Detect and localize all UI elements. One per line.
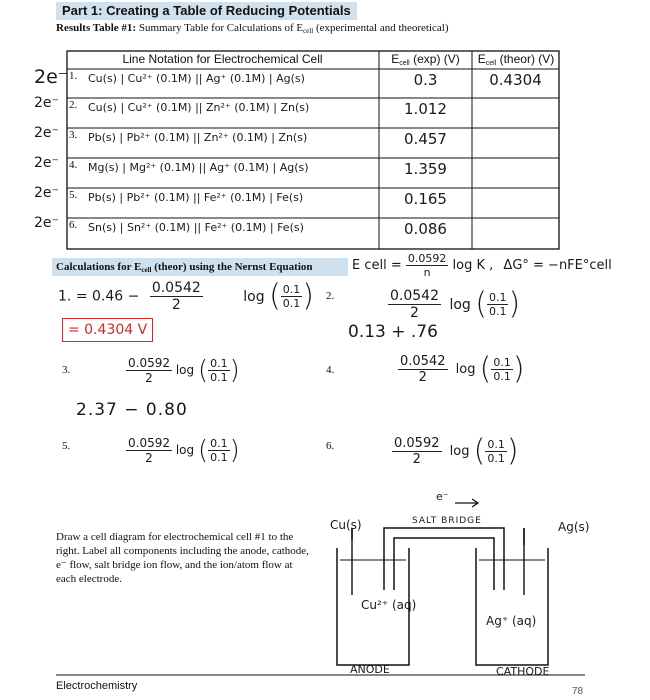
part-title <box>56 2 357 20</box>
calc-1-result: = 0.4304 V <box>62 318 153 342</box>
nernst-equation: E cell = $\frac{0.0592}{n}$ log K , ΔG° = −nFE°cell <box>352 252 612 279</box>
row-margin-note: 2e⁻ <box>34 66 68 88</box>
electron-arrow-head <box>472 499 478 507</box>
row-number: 3. <box>69 129 78 141</box>
diagram-instructions: Draw a cell diagram for electrochemical cell #1 to the right. Label all components including the anode, cathode, e⁻ flow, salt bridge ion flow, and the ion/atom flow at each electrode. <box>56 531 309 585</box>
row-margin-note: 2e⁻ <box>34 95 59 111</box>
row-exp-value: 0.457 <box>404 130 447 148</box>
calc-2-label: 2. <box>326 290 335 302</box>
col-header-notation: Line Notation for Electrochemical Cell <box>122 52 323 66</box>
calc-3-label: 3. <box>62 364 71 376</box>
row-notation: Cu(s) | Cu²⁺ (0.1M) || Zn²⁺ (0.1M) | Zn(s) <box>88 101 310 114</box>
row-exp-value: 1.012 <box>404 100 447 118</box>
calc-heading: Calculations for $E_{cell}$ (theor) using the Nernst Equation <box>52 258 348 276</box>
row-notation: Mg(s) | Mg²⁺ (0.1M) || Ag⁺ (0.1M) | Ag(s) <box>88 161 309 174</box>
anode-label: ANODE <box>350 663 390 676</box>
results-suffix: Summary Table for Calculations of E <box>138 22 304 34</box>
calc-3-extra: 2.37 − 0.80 <box>76 400 188 420</box>
row-exp-value: 1.359 <box>404 160 447 178</box>
row-margin-note: 2e⁻ <box>34 125 59 141</box>
right-solution-label: Ag⁺ (aq) <box>486 614 537 628</box>
row-margin-note: 2e⁻ <box>34 155 59 171</box>
cathode-label: CATHODE <box>496 665 550 678</box>
row-exp-value: 0.165 <box>404 190 447 208</box>
row-number: 6. <box>69 219 78 231</box>
page-number: 78 <box>572 686 584 697</box>
row-number: 1. <box>69 70 78 82</box>
right-beaker <box>476 548 548 665</box>
footer-chapter: Electrochemistry <box>56 680 138 692</box>
calc-4-label: 4. <box>326 364 335 376</box>
row-margin-note: 2e⁻ <box>34 185 59 201</box>
calc-3: $\frac{0.0592}{2}$ log ( $\frac{0.1}{0.1}$ ) <box>128 355 240 386</box>
row-number: 5. <box>69 189 78 201</box>
row-theor-value: 0.4304 <box>489 71 542 89</box>
col-header-exp: $E_{cell}$ (exp) (V) <box>391 52 460 67</box>
row-exp-value: 0.3 <box>413 71 438 89</box>
row-exp-value: 0.086 <box>404 220 447 238</box>
calc-6-label: 6. <box>326 440 335 452</box>
row-margin-note: 2e⁻ <box>34 215 59 231</box>
row-number: 2. <box>69 99 78 111</box>
right-electrode-label: Ag(s) <box>558 520 590 534</box>
salt-bridge-label: SALT BRIDGE <box>412 516 482 526</box>
left-solution-label: Cu²⁺ (aq) <box>361 598 417 612</box>
calc-6: $\frac{0.0592}{2}$ log ( $\frac{0.1}{0.1}$ ) <box>394 433 519 469</box>
results-tail: (experimental and theoretical) <box>315 22 449 34</box>
calc-4: $\frac{0.0542}{2}$ log ( $\frac{0.1}{0.1}$ ) <box>400 351 525 387</box>
left-electrode-label: Cu(s) <box>330 518 362 532</box>
row-number: 4. <box>69 159 78 171</box>
calc-2-extra: 0.13 + .76 <box>348 322 438 342</box>
row-notation: Cu(s) | Cu²⁺ (0.1M) || Ag⁺ (0.1M) | Ag(s) <box>88 72 305 85</box>
gibbs-equation: ΔG° = −nFE°cell <box>503 258 612 273</box>
col-header-theor: $E_{cell}$ (theor) (V) <box>477 52 555 67</box>
electron-label: e⁻ <box>436 490 449 503</box>
results-caption: Results Table #1: Summary Table for Calculations of $E_{cell}$ (experimental and theoretical) <box>56 22 449 35</box>
row-notation: Pb(s) | Pb²⁺ (0.1M) || Fe²⁺ (0.1M) | Fe(s) <box>88 191 304 204</box>
calc-1: 1. = 0.46 − $\frac{0.0542}{2}$ log ( $\frac{0.1}{0.1}$ ) <box>58 278 314 314</box>
part-title-text: Part 1: Creating a Table of Reducing Potentials <box>62 3 351 18</box>
results-prefix: Results Table #1: <box>56 22 137 34</box>
row-notation: Pb(s) | Pb²⁺ (0.1M) || Zn²⁺ (0.1M) | Zn(s) <box>88 131 308 144</box>
calc-2: $\frac{0.0542}{2}$ log ( $\frac{0.1}{0.1}$ ) <box>390 286 521 322</box>
calc-5-label: 5. <box>62 440 71 452</box>
calc-5: $\frac{0.0592}{2}$ log ( $\frac{0.1}{0.1}$ ) <box>128 435 240 466</box>
row-notation: Sn(s) | Sn²⁺ (0.1M) || Fe²⁺ (0.1M) | Fe(s) <box>88 221 304 234</box>
salt-bridge <box>384 528 504 590</box>
